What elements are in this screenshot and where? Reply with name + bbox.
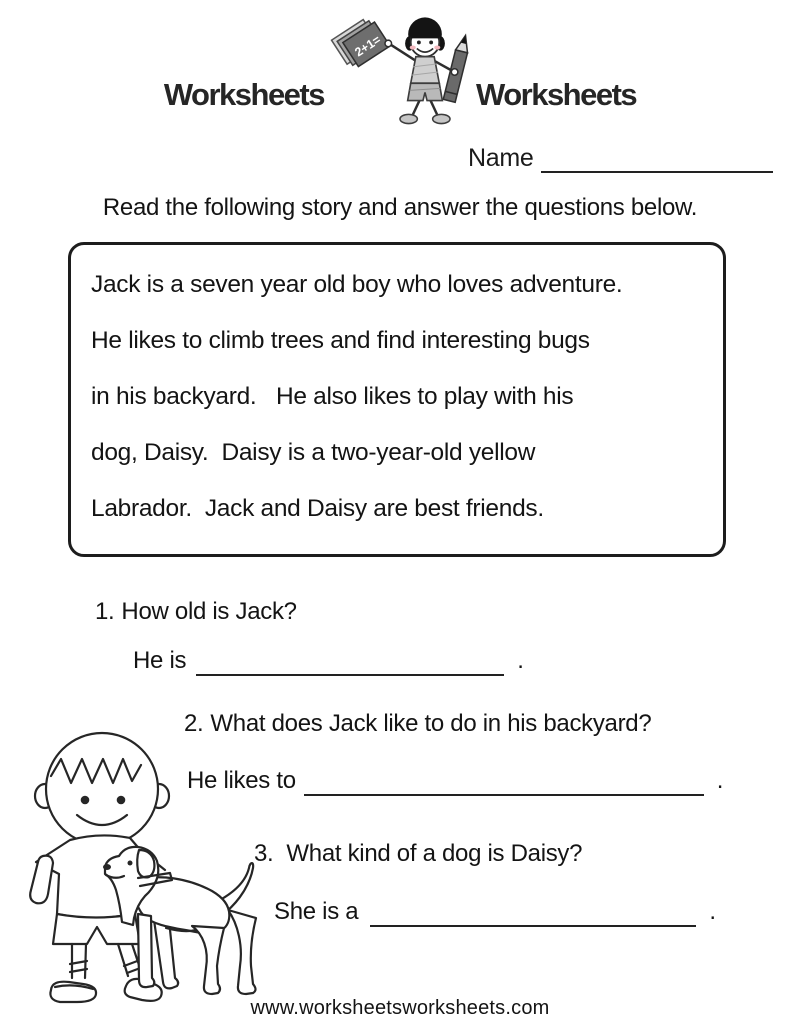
story-line: in his backyard. He also likes to play with his	[91, 383, 574, 410]
answer-period: .	[709, 898, 716, 925]
instruction-text: Read the following story and answer the questions below.	[102, 194, 698, 221]
question-number: 1.	[95, 598, 115, 625]
answer-period: .	[517, 647, 524, 674]
logo-right-text: Worksheets	[476, 77, 637, 112]
answer-1-row	[133, 646, 524, 676]
name-row	[468, 144, 773, 173]
footer-url: www.worksheetsworksheets.com	[250, 997, 550, 1019]
boy-and-dog-illustration	[26, 728, 270, 1020]
question-text: What kind of a dog is Daisy?	[286, 840, 583, 867]
question-1	[95, 598, 297, 626]
story-line: Labrador. Jack and Daisy are best friends.	[91, 495, 544, 522]
story-line: He likes to climb trees and find interesting bugs	[91, 327, 590, 354]
logo-boy-icon	[326, 12, 474, 130]
answer-3-input[interactable]	[370, 898, 696, 927]
logo-left-text: Worksheets	[163, 77, 324, 112]
answer-2-input[interactable]	[304, 767, 704, 796]
logo-flashcard-text: 2+1=	[352, 32, 384, 60]
answer-prefix: He is	[133, 647, 187, 674]
answer-period: .	[716, 767, 724, 794]
question-text: What does Jack like to do in his backyard?	[210, 710, 652, 737]
question-3	[254, 840, 582, 868]
answer-3-row	[274, 897, 716, 927]
answer-prefix: He likes to	[187, 767, 296, 794]
answer-prefix: She is a	[274, 898, 359, 925]
logo	[0, 4, 800, 130]
question-text: How old is Jack?	[121, 598, 297, 625]
question-number: 2.	[184, 710, 204, 737]
story-line: Jack is a seven year old boy who loves adventure.	[91, 271, 623, 298]
name-input[interactable]	[541, 144, 773, 173]
question-number: 3.	[254, 840, 274, 867]
story-line: dog, Daisy. Daisy is a two-year-old yellow	[91, 439, 536, 466]
story-box	[68, 242, 726, 557]
answer-1-input[interactable]	[196, 647, 504, 676]
name-label: Name	[468, 144, 534, 172]
